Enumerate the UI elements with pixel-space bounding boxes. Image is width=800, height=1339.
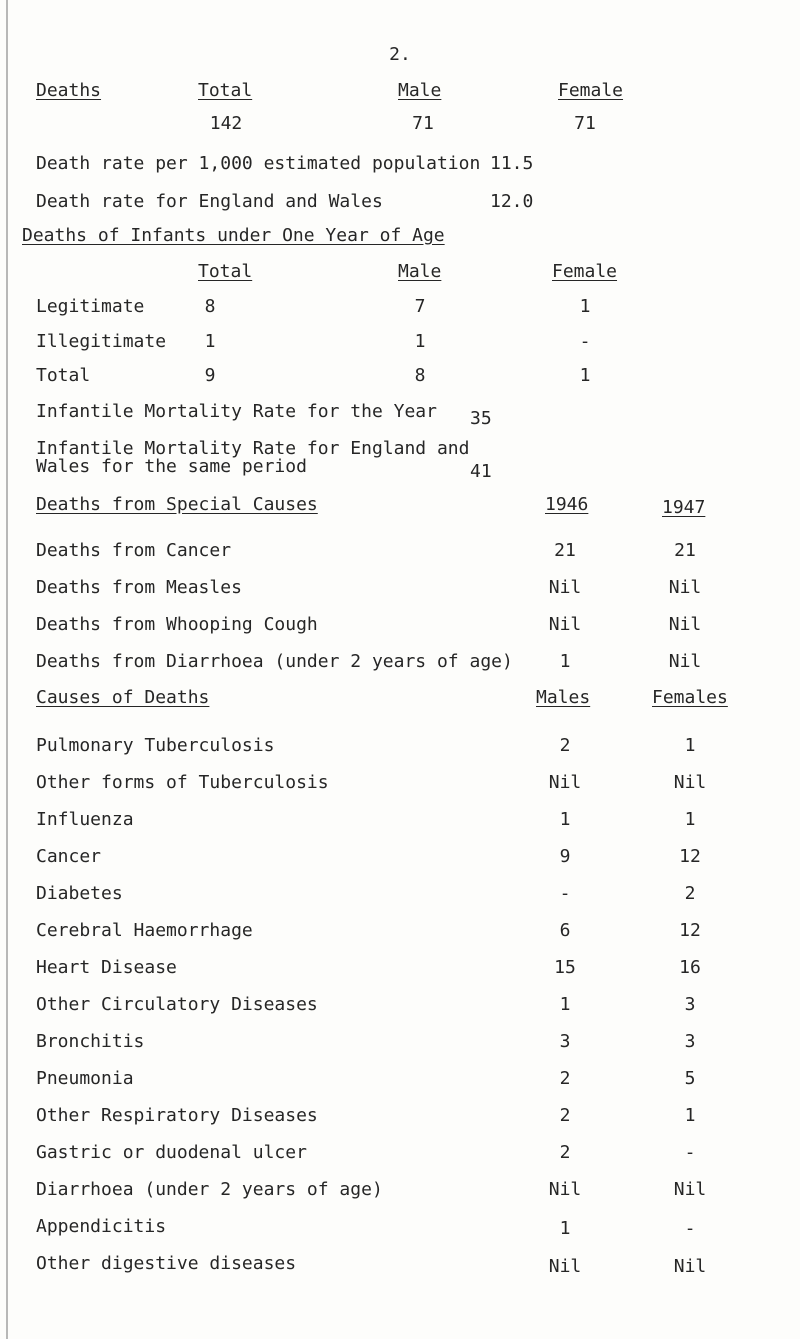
cause-row-females: 1 [684, 735, 696, 756]
cause-row-females: 12 [679, 920, 701, 941]
deaths-male-value: 71 [412, 113, 434, 134]
cause-row-label: Bronchitis [36, 1031, 145, 1052]
infant-row-total: 8 [204, 296, 216, 317]
infant-row-male: 7 [414, 296, 426, 317]
special-row-1947: 21 [674, 540, 696, 561]
deaths-heading: Deaths [36, 80, 102, 101]
special-row-label: Deaths from Diarrhoea (under 2 years of age) [36, 651, 513, 672]
special-row-1947: Nil [668, 577, 702, 598]
causes-heading: Causes of Deaths [36, 687, 210, 708]
infant-row-female: 1 [579, 296, 591, 317]
special-row-1947: Nil [668, 614, 702, 635]
special-row-1946: Nil [548, 577, 582, 598]
causes-col-females: Females [652, 687, 728, 708]
special-row-label: Deaths from Cancer [36, 540, 232, 561]
causes-col-males: Males [536, 687, 591, 708]
cause-row-label: Influenza [36, 809, 134, 830]
imr-label: Infantile Mortality Rate for the Year [36, 401, 437, 422]
cause-row-males: 2 [559, 1068, 571, 1089]
special-row-1947: Nil [668, 651, 702, 672]
cause-row-females: - [684, 1142, 696, 1163]
cause-row-males: 1 [559, 1218, 571, 1239]
death-rate-value: 11.5 [490, 153, 534, 174]
infants-col-total: Total [198, 261, 253, 282]
cause-row-label: Gastric or duodenal ulcer [36, 1142, 307, 1163]
deaths-col-male: Male [398, 80, 442, 101]
infant-row-male: 8 [414, 365, 426, 386]
cause-row-males: 2 [559, 1105, 571, 1126]
cause-row-males: Nil [548, 772, 582, 793]
cause-row-label: Heart Disease [36, 957, 177, 978]
infant-row-label: Illegitimate [36, 331, 167, 352]
imr-england-value: 41 [470, 461, 492, 482]
special-row-1946: Nil [548, 614, 582, 635]
cause-row-label: Other Respiratory Diseases [36, 1105, 318, 1126]
england-rate-value: 12.0 [490, 191, 534, 212]
cause-row-label: Other forms of Tuberculosis [36, 772, 329, 793]
infants-col-male: Male [398, 261, 442, 282]
infant-row-label: Total [36, 365, 91, 386]
cause-row-females: Nil [673, 1179, 707, 1200]
cause-row-males: 1 [559, 809, 571, 830]
cause-row-males: 1 [559, 994, 571, 1015]
cause-row-females: Nil [673, 772, 707, 793]
imr-value: 35 [470, 408, 492, 429]
deaths-female-value: 71 [574, 113, 596, 134]
cause-row-males: 9 [559, 846, 571, 867]
cause-row-females: 3 [684, 1031, 696, 1052]
deaths-col-total: Total [198, 80, 253, 101]
cause-row-males: Nil [548, 1179, 582, 1200]
cause-row-label: Cerebral Haemorrhage [36, 920, 253, 941]
cause-row-label: Cancer [36, 846, 102, 867]
infant-row-total: 9 [204, 365, 216, 386]
cause-row-label: Diabetes [36, 883, 123, 904]
special-heading: Deaths from Special Causes [36, 494, 318, 515]
deaths-total-value: 142 [209, 113, 243, 134]
special-row-1946: 1 [559, 651, 571, 672]
infant-row-female: 1 [579, 365, 591, 386]
cause-row-label: Diarrhoea (under 2 years of age) [36, 1179, 383, 1200]
page-number: 2. [389, 44, 411, 65]
cause-row-males: 6 [559, 920, 571, 941]
cause-row-females: 1 [684, 1105, 696, 1126]
cause-row-females: 16 [679, 957, 701, 978]
cause-row-males: - [559, 883, 571, 904]
special-row-1946: 21 [554, 540, 576, 561]
cause-row-females: 12 [679, 846, 701, 867]
special-row-label: Deaths from Whooping Cough [36, 614, 318, 635]
deaths-col-female: Female [558, 80, 624, 101]
infant-row-total: 1 [204, 331, 216, 352]
imr-england-label-2: Wales for the same period [36, 456, 307, 477]
england-rate-label: Death rate for England and Wales [36, 191, 383, 212]
cause-row-label: Pulmonary Tuberculosis [36, 735, 275, 756]
special-row-label: Deaths from Measles [36, 577, 242, 598]
cause-row-label: Other Circulatory Diseases [36, 994, 318, 1015]
cause-row-females: Nil [673, 1256, 707, 1277]
cause-row-females: 2 [684, 883, 696, 904]
death-rate-label: Death rate per 1,000 estimated population [36, 153, 481, 174]
cause-row-label: Appendicitis [36, 1216, 167, 1237]
cause-row-females: 5 [684, 1068, 696, 1089]
infants-heading: Deaths of Infants under One Year of Age [22, 225, 445, 246]
cause-row-males: 2 [559, 735, 571, 756]
infant-row-label: Legitimate [36, 296, 145, 317]
special-col-1946: 1946 [545, 494, 589, 515]
cause-row-females: 3 [684, 994, 696, 1015]
infant-row-female: - [579, 331, 591, 352]
infants-col-female: Female [552, 261, 618, 282]
cause-row-males: 2 [559, 1142, 571, 1163]
cause-row-females: 1 [684, 809, 696, 830]
imr-england-label-1: Infantile Mortality Rate for England and [36, 438, 470, 459]
cause-row-males: 3 [559, 1031, 571, 1052]
cause-row-males: Nil [548, 1256, 582, 1277]
cause-row-males: 15 [554, 957, 576, 978]
cause-row-females: - [684, 1218, 696, 1239]
cause-row-label: Other digestive diseases [36, 1253, 297, 1274]
cause-row-label: Pneumonia [36, 1068, 134, 1089]
special-col-1947: 1947 [662, 497, 706, 518]
infant-row-male: 1 [414, 331, 426, 352]
page-margin-line [6, 0, 8, 1339]
